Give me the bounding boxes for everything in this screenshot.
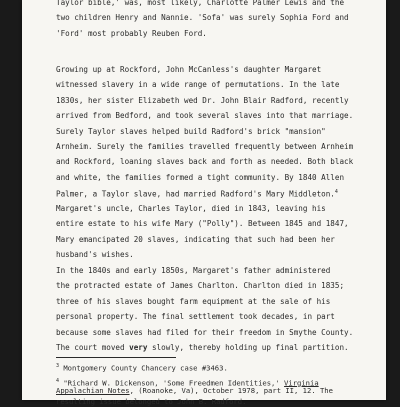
- text-line: entire estate to his wife Mary ("Polly"). Between 1845 and 1847,: [56, 216, 378, 231]
- document-page: [22, 0, 386, 400]
- paragraph-rockford: [56, 62, 378, 201]
- journal-title: Appalachian Notes: [56, 386, 130, 395]
- text-line: and white, the families formed a tight community. By 1840 Allen: [56, 170, 378, 185]
- footnote-line: resulting issue belonged to John B. Radford.: [56, 397, 378, 407]
- text-line-content: slowly, thereby holding up final partition.: [147, 343, 348, 352]
- text-line: three of his slaves bought farm equipment at the sale of his: [56, 294, 378, 309]
- text-line: [56, 185, 378, 200]
- footnote-text: Montgomery County Chancery case #3463.: [59, 363, 228, 372]
- footnote-divider: [56, 357, 176, 358]
- footnotes: [56, 361, 378, 407]
- emphasis-text: very: [129, 343, 147, 352]
- footnote-reference: 4: [335, 189, 338, 195]
- text-line: Taylor bible,' was, most likely, Charlotte Palmer Lewis and the: [56, 0, 378, 10]
- footnote-number: 3: [56, 363, 59, 369]
- text-line: personal property. The final settlement took decades, in part: [56, 309, 378, 324]
- footnote-line: [56, 376, 378, 387]
- text-line: arrived from Bedford, and took several slaves into that marriage.: [56, 108, 378, 123]
- text-line: Surely Taylor slaves helped build Radford's brick "mansion": [56, 124, 378, 139]
- text-line: witnessed slavery in a wide range of permutations. In the late: [56, 77, 378, 92]
- paragraph-charlton-estate: [56, 263, 378, 355]
- top-paragraph: [56, 0, 378, 41]
- footnote-number: 4: [56, 378, 59, 384]
- footnote-text: , (Roanoke, Va), October 1978, part II, 12. The: [130, 386, 333, 395]
- text-line: the protracted estate of James Charlton. Charlton died in 1835;: [56, 278, 378, 293]
- paragraph-charles-taylor: [56, 201, 378, 263]
- text-line: husband's wishes.: [56, 247, 378, 262]
- footnote-text: "Richard W. Dickenson, 'Some Freedmen Identities,': [59, 378, 284, 387]
- text-line: 1830s, her sister Elizabeth wed Dr. John Blair Radford, recently: [56, 93, 378, 108]
- text-line: In the 1840s and early 1850s, Margaret's father administered: [56, 263, 378, 278]
- footnote-line: [56, 361, 378, 372]
- text-line-content: Palmer, a Taylor slave, had married Radford's Mary Middleton.: [56, 190, 335, 199]
- text-line: Arnheim. Surely the families travelled frequently between Arnheim: [56, 139, 378, 154]
- text-line-content: The court moved: [56, 343, 129, 352]
- text-line: Mary emancipated 20 slaves, indicating that such had been her: [56, 232, 378, 247]
- text-line: Growing up at Rockford, John McCanless's daughter Margaret: [56, 62, 378, 77]
- footnote-line: [56, 386, 378, 397]
- text-line: 'Ford' most probably Reuben Ford.: [56, 26, 378, 41]
- text-line: Margaret's uncle, Charles Taylor, died in 1843, leaving his: [56, 201, 378, 216]
- text-line: because some slaves had filed for their freedom in Smythe County.: [56, 325, 378, 340]
- text-line: and Rockford, loaning slaves back and forth as needed. Both black: [56, 154, 378, 169]
- text-line: two children Henry and Nannie. 'Sofa' was surely Sophia Ford and: [56, 10, 378, 25]
- journal-title: Virginia: [284, 378, 319, 387]
- text-line: [56, 340, 378, 355]
